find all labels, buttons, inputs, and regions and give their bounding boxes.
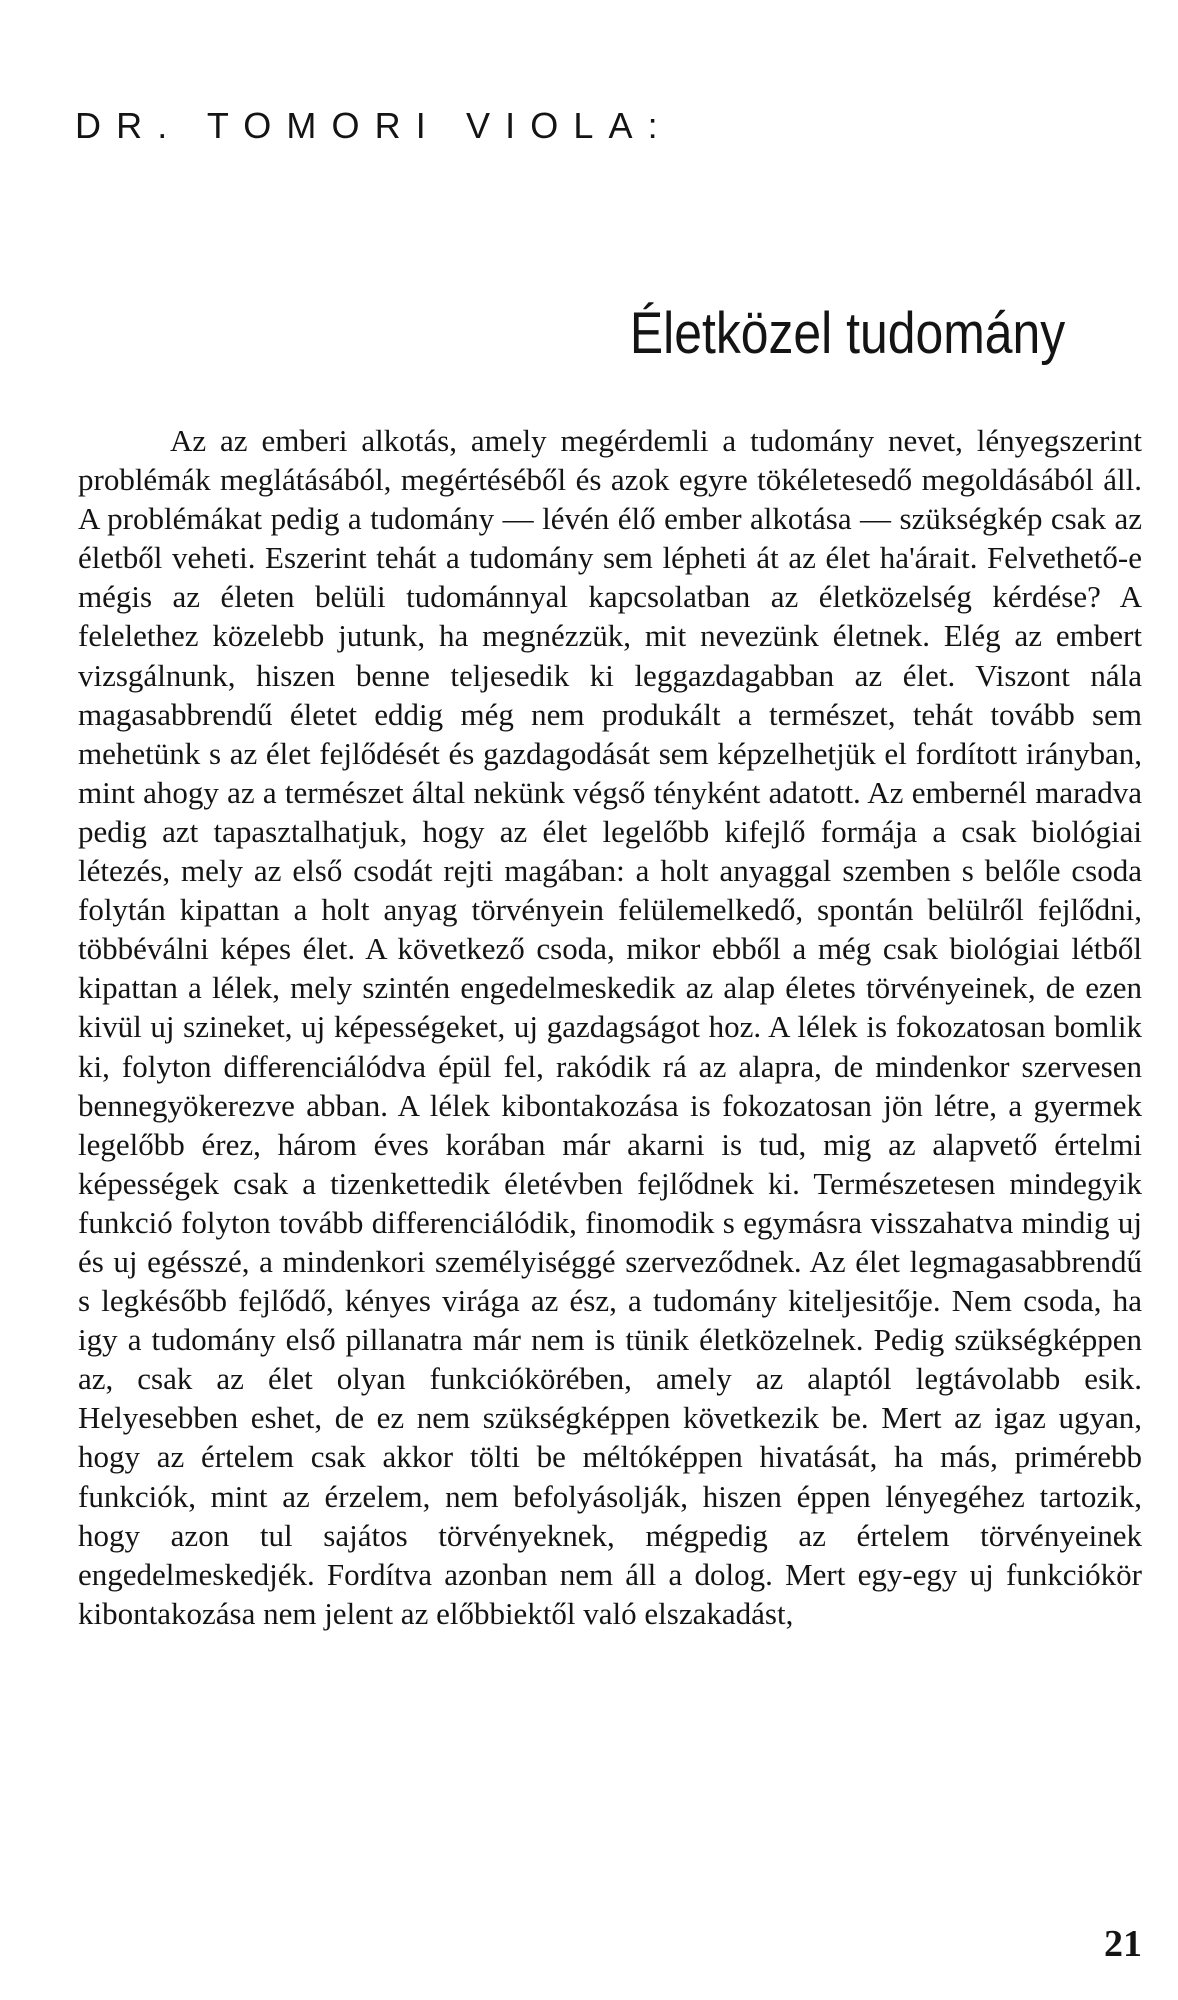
author-heading: DR. TOMORI VIOLA: (75, 105, 673, 146)
article-title: Életközel tudomány (629, 301, 1065, 366)
article-paragraph: Az az emberi alkotás, amely megérdemli a tudomány nevet, lényegszerint problémák meglátásából, megértéséből és azok egyre tökéletesedő megoldásából áll. A problémákat pedig a tudomány — lévén élő ember alkotása — szükségkép csak az életből veheti. Eszerint tehát a tudomány sem lépheti át az élet ha'árait. Felvethető-e mégis az életen belüli tudománnyal kapcsolatban az életközelség kérdése? A felelethez közelebb jutunk, ha megnézzük, mit nevezünk életnek. Elég az embert vizsgálnunk, hiszen benne teljesedik ki leggazdagabban az élet. Viszont nála magasabbrendű életet eddig még nem produkált a természet, tehát tovább sem mehetünk s az élet fejlődését és gazdagodását sem képzelhetjük el fordított irányban, mint ahogy az a természet által nekünk végső tényként adatott. Az embernél maradva pedig azt tapasztalhatjuk, hogy az élet legelőbb kifejlő formája a csak biológiai létezés, mely az első csodát rejti magában: a holt anyaggal szemben s belőle csoda folytán kipattan a holt anyag törvényein felülemelkedő, spontán belülről fejlődni, többéválni képes élet. A következő csoda, mikor ebből a még csak biológiai létből kipattan a lélek, mely szintén engedelmeskedik az alap életes törvényeinek, de ezen kivül uj szineket, uj képességeket, uj gazdagságot hoz. A lélek is fokozatosan bomlik ki, folyton differenciálódva épül fel, rakódik rá az alapra, de mindenkor szervesen bennegyökerezve abban. A lélek kibontakozása is fokozatosan jön létre, a gyermek legelőbb érez, három éves korában már akarni is tud, mig az alapvető értelmi képességek csak a tizenkettedik életévben fejlődnek ki. Természetesen mindegyik funkció folyton tovább differenciálódik, finomodik s egymásra visszahatva mindig uj és uj egésszé, a mindenkori személyiséggé szerveződnek. Az élet legmagasabbrendű s legkésőbb fejlődő, kényes virága az ész, a tudomány kiteljesitője. Nem csoda, ha igy a tudomány első pillanatra már nem is tünik életközelnek. Pedig szükségképpen az, csak az élet olyan funkciókörében, amely az alaptól legtávolabb esik. Helyesebben eshet, de ez nem szükségképpen következik be. Mert az igaz ugyan, hogy az értelem csak akkor tölti be méltóképpen hivatását, ha más, primérebb funkciók, mint az érzelem, nem befolyásolják, hiszen éppen lényegéhez tartozik, hogy azon tul sajátos törvényeknek, mégpedig az értelem törvényeinek engedelmeskedjék. Fordítva azonban nem áll a dolog. Mert egy-egy uj funkciókör kibontakozása nem jelent az előbbiektől való elszakadást, (78, 423, 1142, 1631)
page-number: 21 (1104, 1923, 1142, 1965)
